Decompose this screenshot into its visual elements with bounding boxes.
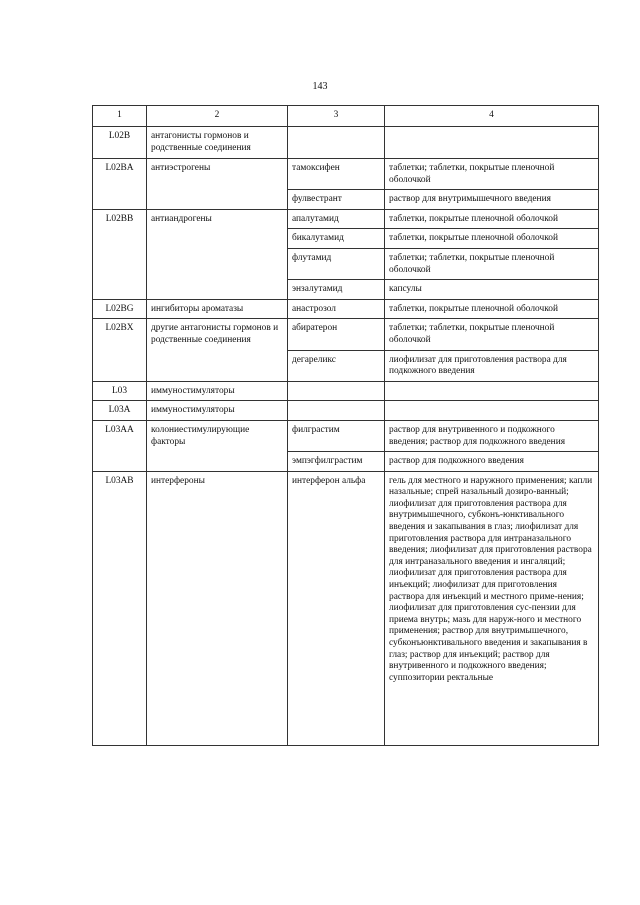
dosage-form-cell: таблетки, покрытые пленочной оболочкой xyxy=(385,229,599,249)
dosage-form-cell: раствор для внутривенного и подкожного введения; раствор для подкожного введения xyxy=(385,420,599,451)
atc-code-cell: L02BX xyxy=(93,319,147,381)
table-row xyxy=(93,471,599,745)
drug-name-cell xyxy=(288,401,385,421)
drug-name-cell: тамоксифен xyxy=(288,159,385,190)
header-col-4: 4 xyxy=(385,106,599,127)
dosage-form-cell: капсулы xyxy=(385,280,599,300)
table-row xyxy=(93,299,599,319)
dosage-form-cell: таблетки, покрытые пленочной оболочкой xyxy=(385,209,599,229)
atc-code-cell: L03A xyxy=(93,401,147,421)
drug-name-cell: интерферон альфа xyxy=(288,471,385,745)
drug-name-cell: флутамид xyxy=(288,248,385,279)
drug-name-cell: анастрозол xyxy=(288,299,385,319)
atc-code-cell: L03AB xyxy=(93,471,147,745)
table-row xyxy=(93,401,599,421)
atc-code-cell: L02B xyxy=(93,127,147,159)
group-name-cell: интерфероны xyxy=(147,471,288,745)
table-row xyxy=(93,381,599,401)
drug-table xyxy=(92,105,599,746)
table-row xyxy=(93,127,599,159)
dosage-form-cell xyxy=(385,381,599,401)
group-name-cell: другие антагонисты гормонов и родственные соединения xyxy=(147,319,288,381)
dosage-form-cell: раствор для внутримышечного введения xyxy=(385,190,599,210)
drug-name-cell: дегареликс xyxy=(288,350,385,381)
drug-name-cell: эмпэгфилграстим xyxy=(288,452,385,472)
header-col-1: 1 xyxy=(93,106,147,127)
atc-code-cell: L02BG xyxy=(93,299,147,319)
atc-code-cell: L02BA xyxy=(93,159,147,210)
drug-name-cell: фулвестрант xyxy=(288,190,385,210)
drug-name-cell: абиратерон xyxy=(288,319,385,350)
dosage-form-cell: таблетки; таблетки, покрытые пленочной оболочкой xyxy=(385,319,599,350)
dosage-form-cell: таблетки; таблетки, покрытые пленочной оболочкой xyxy=(385,248,599,279)
drug-name-cell xyxy=(288,127,385,159)
drug-name-cell: филграстим xyxy=(288,420,385,451)
atc-code-cell: L03 xyxy=(93,381,147,401)
group-name-cell: антагонисты гормонов и родственные соединения xyxy=(147,127,288,159)
dosage-form-cell: гель для местного и наружного применения; капли назальные; спрей назальный дозиро-ванный; лиофилизат для приготовления раствора для внутримышечного, субконъ-юнктивального введения и закапывания в глаз; лиофилизат для приготовления раствора для интраназального введения; лиофилизат для приготовления раствора для интраназального введения и ингаляций; лиофилизат для приготовления раствора для инъекций; лиофилизат для приготовления раствора для инъекций и местного приме-нения; лиофилизат для приготовления сус-пензии для приема внутрь; мазь для наруж-ного и местного применения; раствор для внутримышечного, субконъюнктивального введения и закапывания в глаз; раствор для инъекций; раствор для внутривенного и подкожного введения; суппозитории ректальные xyxy=(385,471,599,745)
drug-name-cell: бикалутамид xyxy=(288,229,385,249)
header-col-2: 2 xyxy=(147,106,288,127)
dosage-form-cell xyxy=(385,127,599,159)
table-row xyxy=(93,159,599,190)
atc-code-cell: L03AA xyxy=(93,420,147,471)
group-name-cell: ингибиторы ароматазы xyxy=(147,299,288,319)
atc-code-cell: L02BB xyxy=(93,209,147,299)
dosage-form-cell xyxy=(385,401,599,421)
group-name-cell: антиэстрогены xyxy=(147,159,288,210)
group-name-cell: иммуностимуляторы xyxy=(147,401,288,421)
drug-name-cell: энзалутамид xyxy=(288,280,385,300)
table-header-row xyxy=(93,106,599,127)
page-number: 143 xyxy=(312,81,328,92)
dosage-form-cell: лиофилизат для приготовления раствора для подкожного введения xyxy=(385,350,599,381)
drug-name-cell: апалутамид xyxy=(288,209,385,229)
drug-name-cell xyxy=(288,381,385,401)
table-row xyxy=(93,209,599,229)
dosage-form-cell: раствор для подкожного введения xyxy=(385,452,599,472)
header-col-3: 3 xyxy=(288,106,385,127)
group-name-cell: колониестимулирующие факторы xyxy=(147,420,288,471)
group-name-cell: иммуностимуляторы xyxy=(147,381,288,401)
table-row xyxy=(93,319,599,350)
dosage-form-cell: таблетки, покрытые пленочной оболочкой xyxy=(385,299,599,319)
group-name-cell: антиандрогены xyxy=(147,209,288,299)
dosage-form-cell: таблетки; таблетки, покрытые пленочной оболочкой xyxy=(385,159,599,190)
table-row xyxy=(93,420,599,451)
